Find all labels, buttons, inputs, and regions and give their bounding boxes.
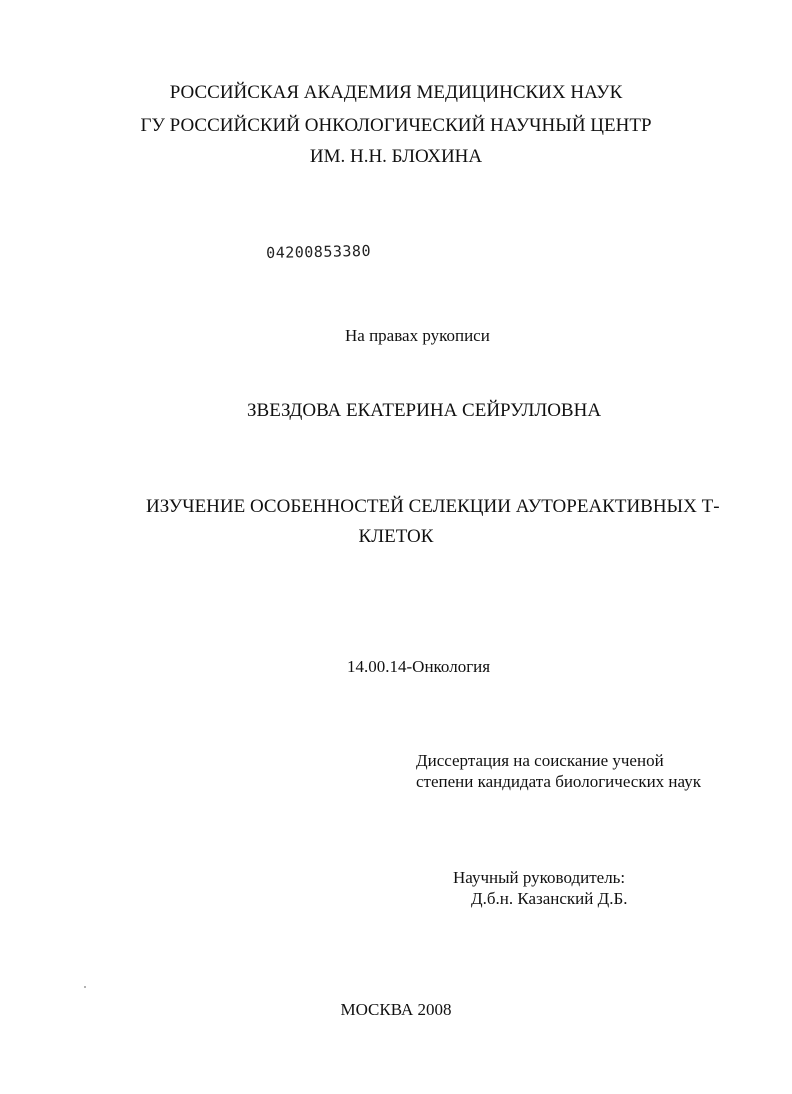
institution-line-1: РОССИЙСКАЯ АКАДЕМИЯ МЕДИЦИНСКИХ НАУК bbox=[169, 82, 623, 103]
catalog-number-stamp: 04200853380 bbox=[266, 241, 372, 262]
degree-line-1: Диссертация на соискание ученой bbox=[416, 751, 664, 770]
city-year: МОСКВА 2008 bbox=[340, 1000, 452, 1019]
institution-line-2: ГУ РОССИЙСКИЙ ОНКОЛОГИЧЕСКИЙ НАУЧНЫЙ ЦЕНТР bbox=[140, 115, 652, 136]
degree-line-2: степени кандидата биологических наук bbox=[416, 772, 701, 791]
author-name: ЗВЕЗДОВА ЕКАТЕРИНА СЕЙРУЛЛОВНА bbox=[247, 400, 602, 421]
supervisor-name: Д.б.н. Казанский Д.Б. bbox=[471, 889, 628, 908]
manuscript-note: На правах рукописи bbox=[345, 326, 490, 345]
institution-line-3: ИМ. Н.Н. БЛОХИНА bbox=[309, 146, 483, 167]
dissertation-title-line-2: КЛЕТОК bbox=[358, 526, 434, 547]
supervisor-label: Научный руководитель: bbox=[453, 868, 626, 887]
scan-speck bbox=[84, 986, 86, 988]
dissertation-title-line-1: ИЗУЧЕНИЕ ОСОБЕННОСТЕЙ СЕЛЕКЦИИ АУТОРЕАКТИВНЫХ Т- bbox=[146, 496, 720, 517]
specialty-code: 14.00.14-Онкология bbox=[347, 657, 491, 676]
